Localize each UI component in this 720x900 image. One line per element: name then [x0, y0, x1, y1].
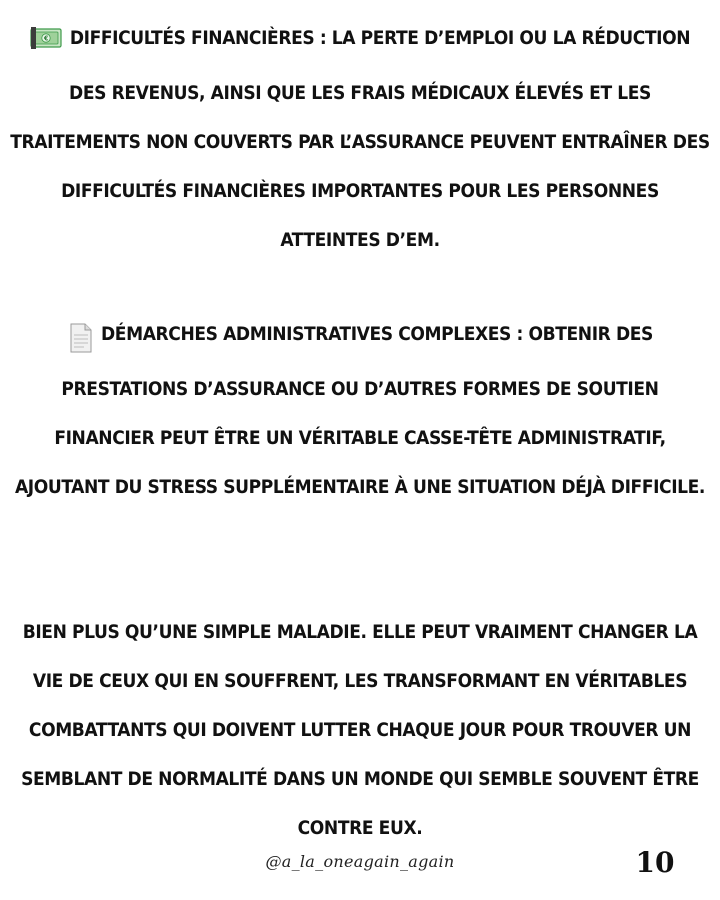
document-icon [67, 316, 95, 365]
svg-text:€: € [43, 34, 48, 43]
author-handle: @a_la_oneagain_again [265, 852, 455, 871]
paragraph-conclusion-text: BIEN PLUS QU’UNE SIMPLE MALADIE. ELLE PEUT VRAIMENT CHANGER LA VIE DE CEUX QUI EN SOUFFRENT, LES TRANSFORMANT EN VÉRITABLES COMBATTANTS QUI DOIVENT LUTTER CHAQUE JOUR POUR TROUVER UN SEMBLANT DE NORMALITÉ DANS UN MONDE QUI SEMBLE SOUVENT ÊTRE CONTRE EUX. [21, 621, 699, 839]
paragraph-administrative-procedures [10, 310, 710, 512]
page-number: 10 [635, 846, 675, 879]
paragraph-financial-text: DIFFICULTÉS FINANCIÈRES : LA PERTE D’EMPLOI OU LA RÉDUCTION DES REVENUS, AINSI QUE LES FRAIS MÉDICAUX ÉLEVÉS ET LES TRAITEMENTS NON COUVERTS PAR L’ASSURANCE PEUVENT ENTRAÎNER DES DIFFICULTÉS FINANCIÈRES IMPORTANTES POUR LES PERSONNES ATTEINTES D’EM. [10, 27, 710, 251]
paragraph-administrative-text: DÉMARCHES ADMINISTRATIVES COMPLEXES : OBTENIR DES PRESTATIONS D’ASSURANCE OU D’AUTRES FORMES DE SOUTIEN FINANCIER PEUT ÊTRE UN VÉRITABLE CASSE-TÊTE ADMINISTRATIF, AJOUTANT DU STRESS SUPPLÉMENTAIRE À UNE SITUATION DÉJÀ DIFFICILE. [14, 323, 706, 498]
money-bill-icon [30, 20, 64, 69]
paragraph-financial-difficulties [10, 14, 710, 265]
paragraph-conclusion [10, 608, 710, 853]
